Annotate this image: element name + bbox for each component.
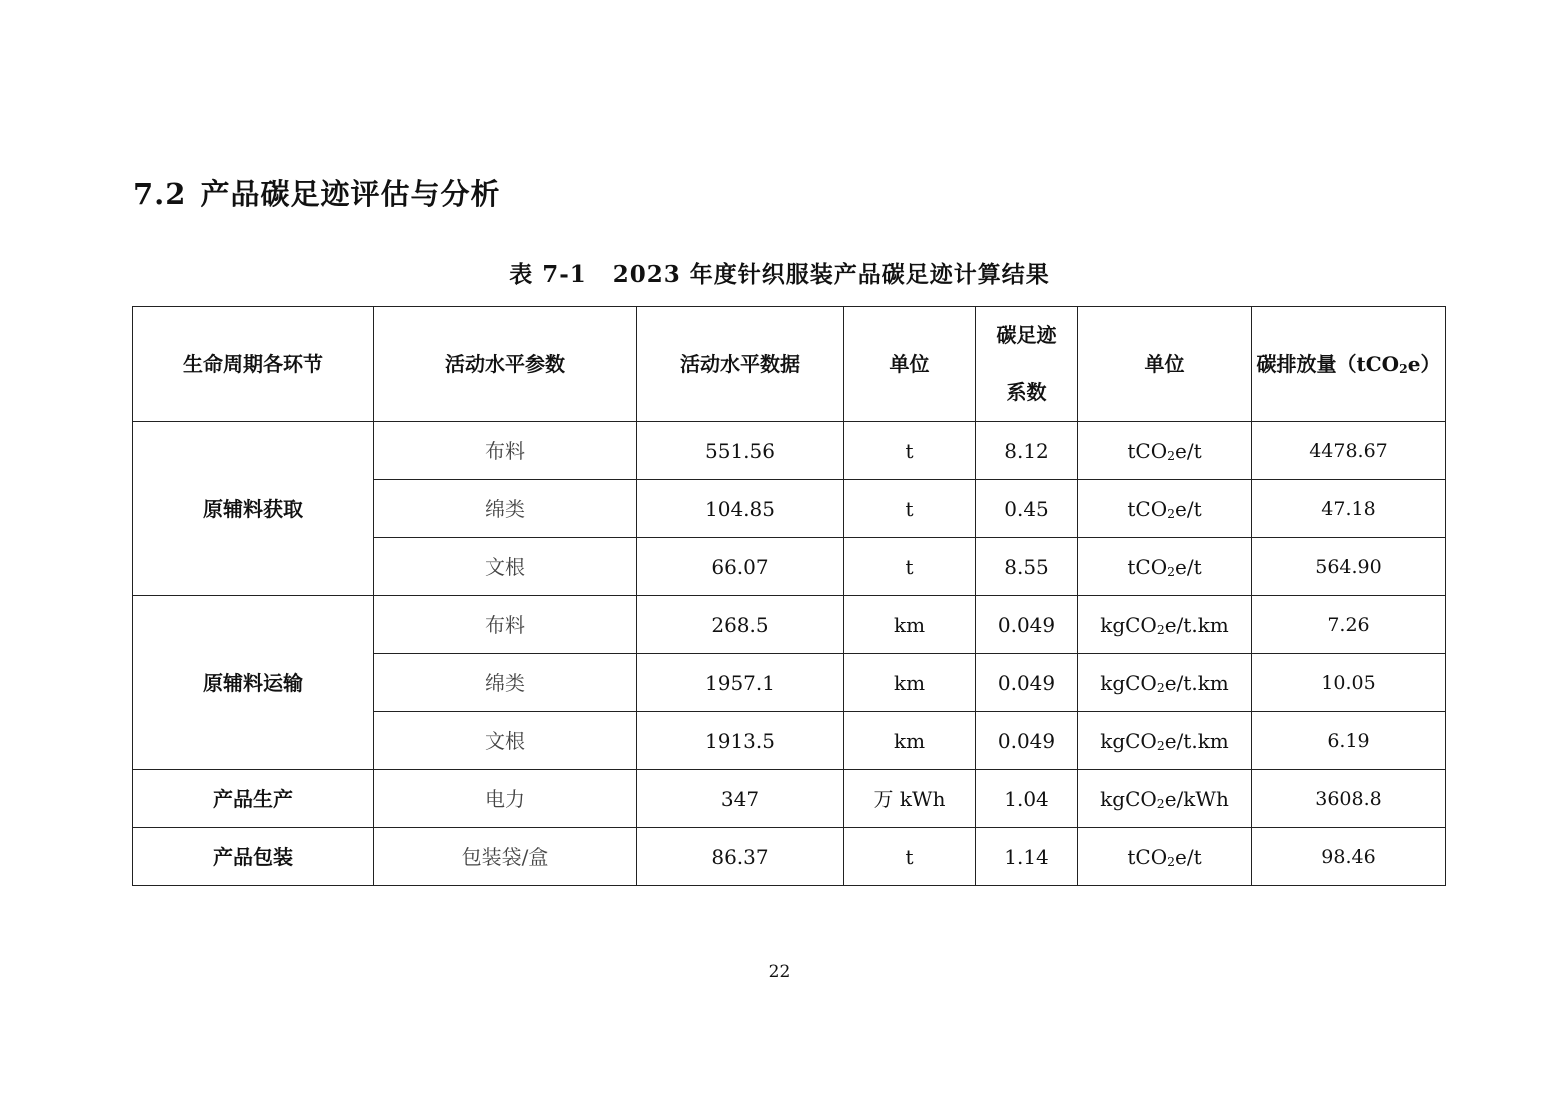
factor-unit-cell: kgCO$_2$e/t.km (1078, 654, 1252, 712)
carbon-footprint-table (132, 306, 1446, 886)
data-cell: 551.56 (637, 422, 844, 480)
stage-cell: 原辅料获取 (133, 422, 374, 596)
factor-cell: 0.049 (976, 596, 1078, 654)
factor-cell: 1.04 (976, 770, 1078, 828)
unit-cell: t (844, 480, 976, 538)
factor-cell: 0.049 (976, 654, 1078, 712)
param-cell: 文根 (374, 538, 637, 596)
factor-unit-cell: kgCO$_2$e/t.km (1078, 596, 1252, 654)
emission-cell: 10.05 (1252, 654, 1446, 712)
param-cell: 包装袋/盒 (374, 828, 637, 886)
header-emission: 碳排放量（tCO$_2$e） (1252, 307, 1446, 422)
unit-cell: t (844, 422, 976, 480)
stage-cell: 产品生产 (133, 770, 374, 828)
factor-unit-cell: tCO$_2$e/t (1078, 828, 1252, 886)
data-cell: 104.85 (637, 480, 844, 538)
unit-cell: km (844, 596, 976, 654)
param-cell: 电力 (374, 770, 637, 828)
header-unit: 单位 (844, 307, 976, 422)
data-cell: 86.37 (637, 828, 844, 886)
emission-cell: 564.90 (1252, 538, 1446, 596)
unit-cell: t (844, 828, 976, 886)
emission-cell: 7.26 (1252, 596, 1446, 654)
factor-cell: 1.14 (976, 828, 1078, 886)
header-factor-line2: 系数 (1006, 380, 1047, 404)
table-caption (0, 255, 1559, 295)
factor-unit-cell: kgCO$_2$e/t.km (1078, 712, 1252, 770)
header-param: 活动水平参数 (374, 307, 637, 422)
data-cell: 1957.1 (637, 654, 844, 712)
factor-cell: 8.12 (976, 422, 1078, 480)
data-cell: 268.5 (637, 596, 844, 654)
param-cell: 布料 (374, 596, 637, 654)
table-row (133, 422, 1446, 480)
section-title: 产品碳足迹评估与分析 (200, 177, 501, 211)
param-cell: 绵类 (374, 654, 637, 712)
factor-cell: 0.45 (976, 480, 1078, 538)
stage-cell: 原辅料运输 (133, 596, 374, 770)
header-data: 活动水平数据 (637, 307, 844, 422)
section-heading (133, 172, 500, 216)
factor-cell: 0.049 (976, 712, 1078, 770)
emission-cell: 6.19 (1252, 712, 1446, 770)
header-factor-line1: 碳足迹 (996, 323, 1057, 347)
param-cell: 文根 (374, 712, 637, 770)
param-cell: 绵类 (374, 480, 637, 538)
page-number: 22 (768, 962, 791, 982)
data-cell: 347 (637, 770, 844, 828)
unit-cell: 万 kWh (844, 770, 976, 828)
table-caption-label: 表 7-1 (509, 261, 587, 288)
header-factor-unit: 单位 (1078, 307, 1252, 422)
factor-cell: 8.55 (976, 538, 1078, 596)
header-factor (976, 307, 1078, 422)
param-cell: 布料 (374, 422, 637, 480)
stage-cell: 产品包装 (133, 828, 374, 886)
table-caption-title: 2023 年度针织服装产品碳足迹计算结果 (612, 261, 1050, 288)
unit-cell: km (844, 654, 976, 712)
table-row (133, 770, 1446, 828)
factor-unit-cell: kgCO$_2$e/kWh (1078, 770, 1252, 828)
factor-unit-cell: tCO$_2$e/t (1078, 538, 1252, 596)
table-header-row (133, 307, 1446, 422)
emission-cell: 98.46 (1252, 828, 1446, 886)
factor-unit-cell: tCO$_2$e/t (1078, 480, 1252, 538)
emission-cell: 4478.67 (1252, 422, 1446, 480)
table-row (133, 596, 1446, 654)
emission-cell: 3608.8 (1252, 770, 1446, 828)
header-stage: 生命周期各环节 (133, 307, 374, 422)
data-cell: 66.07 (637, 538, 844, 596)
unit-cell: km (844, 712, 976, 770)
section-number: 7.2 (133, 177, 187, 211)
data-cell: 1913.5 (637, 712, 844, 770)
emission-cell: 47.18 (1252, 480, 1446, 538)
table-row (133, 828, 1446, 886)
factor-unit-cell: tCO$_2$e/t (1078, 422, 1252, 480)
unit-cell: t (844, 538, 976, 596)
